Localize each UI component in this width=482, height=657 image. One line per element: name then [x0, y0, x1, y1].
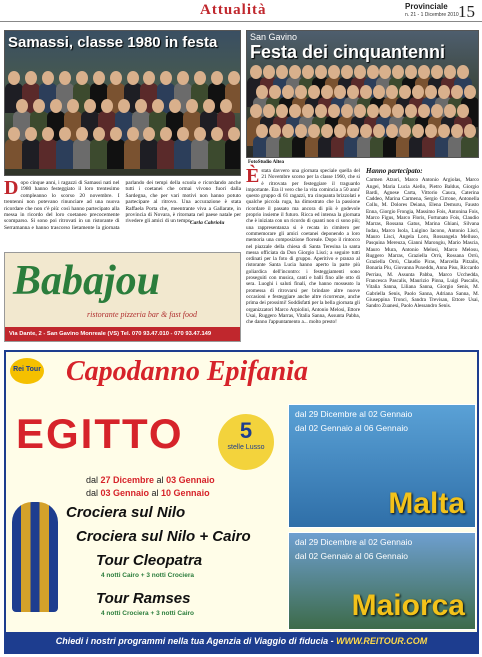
tour-ramses: Tour Ramses	[96, 590, 191, 607]
malta-offer[interactable]	[288, 404, 476, 528]
person-head	[211, 127, 223, 141]
person-head	[42, 127, 54, 141]
left-article-title: Samassi, classe 1980 in festa	[8, 34, 218, 51]
person-head	[228, 127, 240, 141]
person-head	[367, 65, 379, 79]
person-head	[386, 85, 398, 99]
person-head	[347, 85, 359, 99]
section-title: Attualità	[200, 2, 267, 18]
babajou-logo: Babajou	[13, 258, 161, 304]
person-silhouette	[140, 139, 158, 169]
right-body-text: stata davvero una giornata speciale quella del 21 Novembre scorso per la classe 1960, che si è ritrovata per festeggiare il traguardo importante. Era il vero che la vita comincia a 50 anni' questo gruppo di 61 ragazzi, tra cinquanta brizzolati e qualche piccola ruga, ha dimostrato che la passione ricordare il passato ma ancora di più è godevole proprio insieme il futuro. Ricca ed intensa la giornata che è iniziata con un ricordo di quanti non ci sono più; una rappresentanza si è recata in cimitero per commemorare gli amici coetanei deponendo a loro memoria una composizione floreale. Dopo il rintocco nel piazzale della chiesa di Santa Teresina la santa messa officiata da Don Giorgio Lisci; a seguire tutti ordinati per la foto di gruppo. Aperitivo e pranzo al ristorante Santa Lucia hanno aperto la parte più goliardica dell'incontro: i festeggiamenti sono proseguiti con musica, canti e balli fino alle otto di sera. Luoghi i saluti finali, che hanno mosseato la promessa di ritrovarsi per brindare altre nuove occasioni e festeggiare anche altre ricorrenze, anche prima dei prossimi! Soddisfatti per la bella giornata gli organizzatori Marco Arpiolini, Antonio Melosi, Ettore Usai, Ruggero Marras, Vitalia Sanna, Assunta Pabba, che danno l'appuntamento a... molto presto!	[246, 168, 360, 326]
person-silhouette	[90, 139, 108, 169]
person-head	[59, 71, 71, 85]
person-head	[177, 127, 189, 141]
person-head	[451, 85, 463, 99]
person-silhouette	[191, 139, 209, 169]
maiorca-offer[interactable]	[288, 532, 476, 630]
person-head	[110, 71, 122, 85]
person-head	[438, 85, 450, 99]
person-head	[321, 124, 333, 138]
person-head	[76, 127, 88, 141]
person-head	[127, 127, 139, 141]
person-head	[308, 124, 320, 138]
person-head	[101, 99, 113, 113]
person-head	[143, 127, 155, 141]
person-head	[295, 85, 307, 99]
babajou-contact: Via Dante, 2 - San Gavino Monreale (VS) Tel. 070 93.47.010 - 070 93.47.149	[5, 327, 240, 341]
person-head	[135, 99, 147, 113]
person-head	[295, 124, 307, 138]
tour-ramses-sub: 4 notti Crociera + 3 notti Cairo	[101, 610, 195, 617]
five-star-badge	[218, 414, 274, 470]
person-head	[451, 124, 463, 138]
person-head	[67, 99, 79, 113]
tour-cleopatra: Tour Cleopatra	[96, 552, 203, 569]
person-head	[315, 65, 327, 79]
person-head	[263, 65, 275, 79]
person-head	[8, 71, 20, 85]
person-head	[425, 85, 437, 99]
person-head	[386, 124, 398, 138]
right-article-body	[246, 165, 360, 326]
right-article-kicker: San Gavino	[250, 32, 298, 42]
person-head	[228, 71, 240, 85]
person-head	[42, 71, 54, 85]
egitto-title: EGITTO	[16, 410, 184, 457]
stars-label: stelle Lusso	[227, 444, 265, 451]
person-silhouette	[107, 139, 125, 169]
egitto-date-row: dal 03 Gennaio al 10 Gennaio	[86, 488, 210, 498]
reitour-ad[interactable]	[4, 350, 479, 654]
person-silhouette	[22, 139, 40, 169]
person-head	[269, 85, 281, 99]
left-article-byline: Carla Cabriolu	[190, 220, 225, 226]
maiorca-date-1: dal 29 Dicembre al 02 Gennaio	[295, 537, 413, 547]
person-head	[308, 85, 320, 99]
reitour-footer	[6, 632, 477, 652]
person-silhouette	[56, 139, 74, 169]
person-head	[8, 127, 20, 141]
person-head	[203, 99, 215, 113]
person-head	[127, 71, 139, 85]
tour-cleopatra-sub: 4 notti Cairo + 3 notti Crociera	[101, 572, 195, 579]
person-head	[341, 65, 353, 79]
person-head	[160, 127, 172, 141]
person-head	[334, 85, 346, 99]
person-head	[399, 124, 411, 138]
page-header	[0, 0, 482, 22]
photo-people	[5, 71, 240, 176]
person-head	[367, 104, 379, 118]
issue-date: n. 21 - 1 Dicembre 2010	[405, 12, 459, 18]
maiorca-date-2: dal 02 Gennaio al 06 Gennaio	[295, 551, 408, 561]
person-silhouette	[157, 139, 175, 169]
person-head	[25, 127, 37, 141]
person-head	[425, 124, 437, 138]
person-head	[93, 127, 105, 141]
person-head	[334, 124, 346, 138]
person-silhouette	[5, 139, 23, 169]
reitour-logo: Rei Tour	[10, 358, 44, 384]
person-head	[276, 104, 288, 118]
person-head	[276, 65, 288, 79]
person-head	[354, 65, 366, 79]
person-head	[282, 85, 294, 99]
person-head	[289, 104, 301, 118]
person-head	[360, 85, 372, 99]
malta-date-1: dal 29 Dicembre al 02 Gennaio	[295, 409, 413, 419]
maiorca-title: Maiorca	[351, 589, 465, 622]
person-head	[464, 124, 476, 138]
person-head	[194, 127, 206, 141]
participants-list	[366, 168, 479, 310]
person-head	[328, 104, 340, 118]
person-silhouette	[124, 139, 142, 169]
stars-number: 5	[239, 418, 253, 443]
babajou-tagline: ristorante pizzeria bar & fast food	[87, 310, 198, 319]
reitour-headline: Capodanno Epifania	[66, 356, 308, 387]
person-silhouette	[461, 136, 479, 158]
right-dropcap: È	[246, 165, 260, 187]
tour-nile-cairo: Crociera sul Nilo + Cairo	[76, 528, 251, 545]
person-head	[59, 127, 71, 141]
person-silhouette	[225, 139, 241, 169]
person-head	[25, 71, 37, 85]
person-head	[464, 85, 476, 99]
person-head	[110, 127, 122, 141]
person-head	[373, 124, 385, 138]
participants-names: Carmen Atzori, Marco Antonio Argiolas, Marco Angei, Maria Lucia Aiello, Pietro Baldus, Giorgio Bardi, Agnese Carta, Vittorio Cauca, Caterina Caddeo, Marina Carmena, Sergio Cirrone, Antonella Collu, M. Dolores Deiana, Elena Demuru, Fausto Enna, Giorgio Frongia, Massimo Fois, Antonina Fois, Marco Figus, Marco Floris, Fortunato Fois, Claudio Marras, Rossana Gatus, Marina Ghiani, Silvana Iudau, Marco Isola, Luigino Iacono, Antonio Lisci, Mauro Lisci, Angela Loru, Rossangela Melluso, Pasquina Mereuza, Gianni Marongiu, Mario Mascia, Mauro Mura, Antonio Melosi, Marco Melosu, Ruggero Marras, Graziella Orrù, Rossana Orrù, Graziella Orrù, Claudio Piras, Marcella Pitzalis, Bonaria Piu, Giovanna Puxeddu, Anna Pisu, Riccardo Perriau, M. Assunta Pabba, Marco Ucchedda, Francesca Pascalis, Maurizio Pinna, Luigi Pascalis, Vitalia Sanna, Liliana Sanna, Giorgio Senis, M. Gabriella Senis, Paolo Sanna, Adriana Sanna, M. Giuseppina Tronci, Sandra Trevisan, Ettore Usai, Sandro Zuanesi, Paolo Alessandro Senis.	[366, 177, 479, 310]
pharaoh-illustration	[12, 502, 58, 612]
person-head	[412, 85, 424, 99]
tour-nile-cruise: Crociera sul Nilo	[66, 504, 186, 521]
left-body-text: opo cinque anni, i ragazzi di Samassi nati nel 1980 hanno festeggiato il loro trentesimo compleanno lo scorso 20 novembre. I trentenni non potevano rinunciare ad una nuova ricordare che non c'è più: così hanno partecipato alla messa in ricordo del loro coetaneo precocemente scomparso. Si sono poi ritrovati in un ristorante di Serramanna e hanno trascorso lietamente la giornata parlando dei tempi della scuola e ricordando anche tutti i coetanei che ormai vivono fuori dalla Sardegna, che per vari motivi non hanno potuto partecipare al ritrovo. Una accurazione è stata Raffaela Porta che, meentrante viva a Gallarate, in provincia di Novara, è ritornata nel paese natale per rivedere gli amici di un tempo.	[4, 180, 241, 231]
photo-credit: FotoStudio Altea	[248, 160, 284, 165]
egitto-dates	[86, 474, 215, 500]
person-head	[302, 104, 314, 118]
malta-title: Malta	[388, 487, 465, 520]
person-head	[220, 99, 232, 113]
babajou-ad[interactable]	[4, 252, 241, 342]
person-silhouette	[208, 139, 226, 169]
person-head	[93, 71, 105, 85]
person-head	[412, 124, 424, 138]
person-head	[76, 71, 88, 85]
person-head	[118, 99, 130, 113]
person-silhouette	[73, 139, 91, 169]
left-dropcap: D	[4, 177, 19, 199]
person-head	[152, 99, 164, 113]
group-photo-samassi	[4, 30, 241, 176]
person-head	[289, 65, 301, 79]
right-article-title: Festa dei cinquantenni	[250, 42, 446, 62]
person-head	[373, 85, 385, 99]
reitour-website-link[interactable]: WWW.REITOUR.COM	[336, 636, 428, 646]
person-head	[315, 104, 327, 118]
person-head	[360, 124, 372, 138]
egitto-date-row: dal 27 Dicembre al 03 Gennaio	[86, 475, 215, 485]
person-silhouette	[174, 139, 192, 169]
page-number: 15	[458, 2, 475, 21]
person-head	[347, 124, 359, 138]
person-head	[321, 85, 333, 99]
person-head	[84, 99, 96, 113]
person-head	[354, 104, 366, 118]
malta-date-2: dal 02 Gennaio al 06 Gennaio	[295, 423, 408, 433]
masthead: Provinciale	[405, 2, 448, 11]
person-silhouette	[39, 139, 57, 169]
person-head	[302, 65, 314, 79]
participants-heading: Hanno partecipato:	[366, 167, 423, 175]
person-head	[186, 99, 198, 113]
footer-text: Chiedi i nostri programmi nella tua Agenzia di Viaggio di fiducia -	[55, 636, 337, 646]
photo-people	[247, 65, 478, 158]
person-head	[438, 124, 450, 138]
person-head	[341, 104, 353, 118]
person-head	[169, 99, 181, 113]
person-head	[399, 85, 411, 99]
person-head	[263, 104, 275, 118]
person-head	[250, 65, 262, 79]
person-head	[328, 65, 340, 79]
